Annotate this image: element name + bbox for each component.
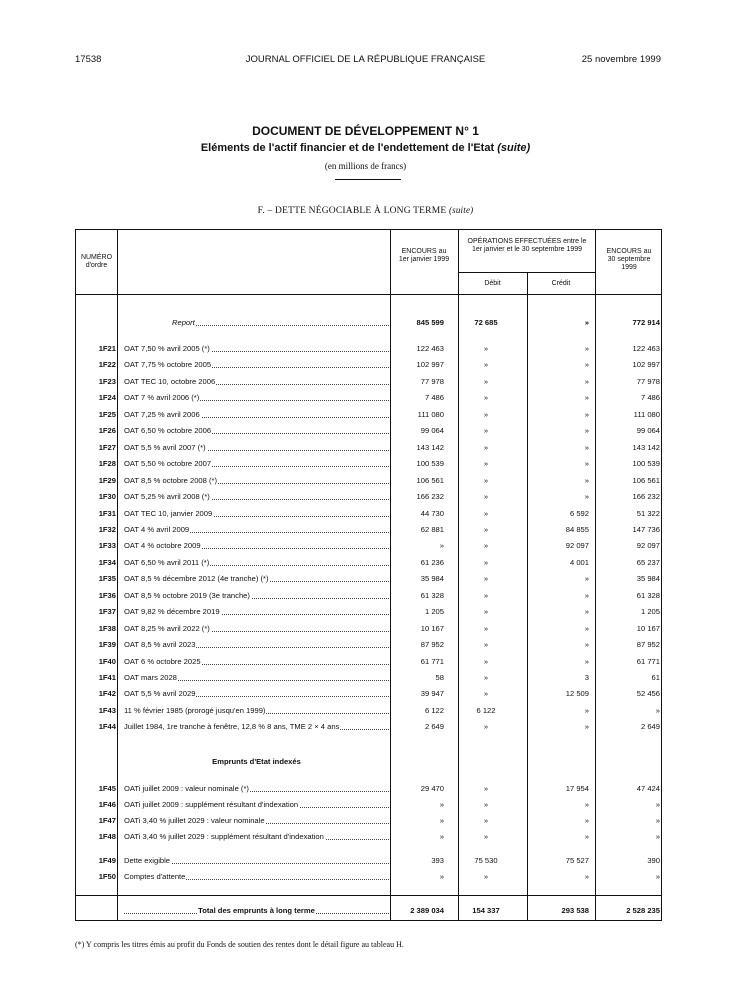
row-label <box>124 589 389 602</box>
cell-encours-fin: 147 736 <box>632 524 660 534</box>
row-code: 1F40 <box>98 656 116 666</box>
row-code: 1F38 <box>98 623 116 633</box>
row-label-text: OAT 9,82 % décembre 2019 <box>124 607 220 617</box>
row-label-text: OAT 5,5 % avril 2007 (*) <box>124 442 206 452</box>
cell-debit: » <box>483 393 489 403</box>
row-label-text: OAT 5,5 % avril 2029 <box>124 689 196 699</box>
section-heading <box>0 205 731 216</box>
table-row <box>76 375 663 388</box>
row-label <box>124 457 389 470</box>
row-code: 1F36 <box>98 590 116 600</box>
row-code: 1F23 <box>98 376 116 386</box>
row-label <box>124 622 389 635</box>
cell-credit: 84 855 <box>565 524 589 534</box>
cell-encours-fin: » <box>655 872 660 882</box>
header-debit: Débit <box>484 280 501 287</box>
row-code: 1F39 <box>98 640 116 650</box>
row-label <box>124 782 389 795</box>
row-code: 1F22 <box>98 360 116 370</box>
cell-encours-fin: » <box>655 832 660 842</box>
row-label-text: OAT 7 % avril 2006 (*) <box>124 393 200 403</box>
row-label <box>124 720 389 733</box>
total-row <box>76 904 663 917</box>
units-note: (en millions de francs) <box>324 161 407 171</box>
table-row <box>76 539 663 552</box>
cell-encours-fin: 77 978 <box>636 376 660 386</box>
row-label-text: OAT 8,25 % avril 2022 (*) <box>124 623 210 633</box>
cell-debit: » <box>483 360 489 370</box>
row-label-text: OAT 4 % avril 2009 <box>124 524 190 534</box>
cell-encours-fin: 1 205 <box>640 607 660 617</box>
row-label-text: OAT TEC 10, janvier 2009 <box>124 508 213 518</box>
cell-credit: » <box>584 360 589 370</box>
row-code: 1F24 <box>98 393 116 403</box>
cell-credit: » <box>584 623 589 633</box>
cell-encours-fin: 92 097 <box>636 541 660 551</box>
cell-debit: » <box>483 722 489 732</box>
row-code: 1F50 <box>98 872 116 882</box>
cell-debit: » <box>483 656 489 666</box>
cell-debit: » <box>483 557 489 567</box>
row-label <box>124 704 389 717</box>
title-divider <box>335 179 401 180</box>
row-label-text: Juillet 1984, 1re tranche à fenêtre, 12,8 % 8 ans, TME 2 × 4 ans <box>124 722 340 732</box>
cell-encours-fin: 106 561 <box>632 475 660 485</box>
row-label <box>124 854 389 867</box>
table-row <box>76 556 663 569</box>
row-label-text: 11 % février 1985 (prorogé jusqu'en 1999) <box>124 705 266 715</box>
report-row <box>76 316 663 329</box>
cell-debit: » <box>483 800 489 810</box>
row-label-text: OATi juillet 2009 : valeur nominale (*) <box>124 784 249 793</box>
cell-credit: » <box>584 492 589 502</box>
cell-encours-debut: 111 080 <box>417 409 444 419</box>
row-code: 1F29 <box>98 475 116 485</box>
row-code: 1F27 <box>98 442 116 452</box>
header-credit: Crédit <box>551 280 571 287</box>
row-label-text: OAT 7,75 % octobre 2005 <box>124 360 212 370</box>
cell-encours-debut: 100 539 <box>416 459 444 469</box>
cell-credit: » <box>584 722 589 732</box>
cell-encours-fin: 10 167 <box>636 623 660 633</box>
cell-encours-fin: 87 952 <box>636 640 660 650</box>
cell-debit: » <box>483 590 489 600</box>
row-code: 1F26 <box>98 426 116 436</box>
cell-encours-debut: 58 <box>435 673 444 682</box>
cell-encours-fin: 47 424 <box>636 784 660 793</box>
cell-debit: » <box>483 492 489 502</box>
cell-encours-fin: 166 232 <box>632 492 660 502</box>
table-row <box>76 424 663 437</box>
cell-encours-debut: 39 947 <box>420 689 444 699</box>
cell-credit: 4 001 <box>569 557 589 567</box>
cell-encours-debut: 35 984 <box>420 574 444 584</box>
cell-encours-fin: 122 463 <box>632 344 660 353</box>
table-row <box>76 391 663 404</box>
cell-encours-fin: 102 997 <box>632 360 660 370</box>
table-row <box>76 704 663 717</box>
row-label <box>124 441 389 454</box>
document-title: DOCUMENT DE DÉVELOPPEMENT N° 1 <box>252 124 479 138</box>
table-row <box>76 798 663 811</box>
cell-encours-debut: 2 649 <box>424 722 444 732</box>
row-code: 1F41 <box>98 673 116 682</box>
table-row <box>76 605 663 618</box>
cell-encours-debut: » <box>439 800 444 810</box>
section-suffix: (suite) <box>448 205 474 215</box>
row-label-text: OAT 8,5 % octobre 2008 (*) <box>124 475 218 485</box>
row-label-text: Comptes d'attente <box>124 872 186 882</box>
footnote: (*) Y compris les titres émis au profit du Fonds de soutien des rentes dont le détail figure au tableau H. <box>75 940 404 949</box>
cell-encours-fin: 61 328 <box>636 590 660 600</box>
row-label-text: OAT 8,5 % octobre 2019 (3e tranche) <box>124 590 250 600</box>
header-operations: OPÉRATIONS EFFECTUÉES entre le 1er janvier et le 30 septembre 1999 <box>467 238 587 253</box>
cell-debit: » <box>483 459 489 469</box>
header-divider <box>458 272 595 273</box>
row-label <box>124 605 389 618</box>
row-label <box>124 358 389 371</box>
header-encours-debut: ENCOURS au 1er janvier 1999 <box>398 248 450 263</box>
cell-encours-debut: 29 470 <box>420 784 444 793</box>
cell-encours-debut: 1 205 <box>424 607 444 617</box>
table-row <box>76 655 663 668</box>
row-code: 1F25 <box>98 409 116 419</box>
row-label <box>124 638 389 651</box>
cell-debit: » <box>483 524 489 534</box>
cell-encours-debut: 845 599 <box>416 318 444 327</box>
cell-encours-debut: » <box>439 872 444 882</box>
subtitle-main: Eléments de l'actif financier et de l'endettement de l'Etat <box>200 142 495 154</box>
cell-encours-debut: 166 232 <box>416 492 444 502</box>
row-label <box>124 655 389 668</box>
cell-debit: » <box>483 541 489 551</box>
row-code: 1F48 <box>98 832 116 842</box>
cell-credit: » <box>584 872 589 882</box>
cell-encours-debut: 61 771 <box>420 656 444 666</box>
cell-debit: » <box>483 607 489 617</box>
cell-credit: » <box>584 607 589 617</box>
cell-debit: » <box>483 508 489 518</box>
cell-debit: » <box>483 640 489 650</box>
row-code: 1F47 <box>98 816 116 826</box>
row-label-text: OAT 6,50 % avril 2011 (*) <box>124 557 210 567</box>
indexed-heading: Emprunts d'Etat indexés <box>212 757 301 766</box>
cell-encours-fin: 111 080 <box>633 409 660 419</box>
cell-encours-debut: » <box>439 816 444 826</box>
cell-debit: » <box>483 784 489 793</box>
cell-encours-fin: 143 142 <box>632 442 660 452</box>
row-label-text: OAT mars 2028 <box>124 673 177 682</box>
row-label <box>124 523 389 536</box>
row-label <box>124 814 389 827</box>
cell-encours-debut: 87 952 <box>420 640 444 650</box>
row-code: 1F45 <box>98 784 116 793</box>
publication-date: 25 novembre 1999 <box>581 54 661 65</box>
row-code: 1F49 <box>98 856 116 865</box>
row-code: 1F31 <box>98 508 116 518</box>
cell-credit: » <box>584 393 589 403</box>
table-row <box>76 870 663 883</box>
cell-credit: » <box>584 705 589 715</box>
row-label <box>124 408 389 421</box>
document-subtitle <box>0 142 731 154</box>
row-label <box>124 474 389 487</box>
row-label <box>124 316 389 329</box>
table-row <box>76 589 663 602</box>
row-label-text: OAT 5,50 % octobre 2007 <box>124 459 212 469</box>
cell-credit: » <box>584 442 589 452</box>
row-code: 1F42 <box>98 689 116 699</box>
table-row <box>76 507 663 520</box>
cell-credit: » <box>584 344 589 353</box>
row-code: 1F30 <box>98 492 116 502</box>
table-row <box>76 474 663 487</box>
cell-credit: » <box>584 318 589 327</box>
section-main: F. – DETTE NÉGOCIABLE À LONG TERME <box>257 206 447 216</box>
row-label-text: OAT 6,50 % octobre 2006 <box>124 426 212 436</box>
row-label-text: OATi juillet 2009 : supplément résultant d'indexation <box>124 800 299 810</box>
cell-credit: » <box>584 590 589 600</box>
cell-encours-debut: 61 328 <box>420 590 444 600</box>
cell-encours-fin: 65 237 <box>636 557 660 567</box>
cell-encours-fin: 61 <box>651 673 660 682</box>
row-code: 1F21 <box>98 344 116 353</box>
cell-credit: » <box>584 800 589 810</box>
cell-credit: » <box>584 475 589 485</box>
cell-debit: » <box>483 816 489 826</box>
cell-encours-debut: 122 463 <box>416 344 444 353</box>
cell-debit: » <box>483 426 489 436</box>
row-label <box>124 539 389 552</box>
cell-encours-debut: 6 122 <box>424 705 444 715</box>
row-label <box>124 375 389 388</box>
cell-credit: 3 <box>584 673 589 682</box>
row-label-text: OAT TEC 10, octobre 2006 <box>124 376 216 386</box>
cell-encours-debut: 393 <box>431 856 444 865</box>
row-code: 1F43 <box>98 705 116 715</box>
table-row <box>76 687 663 700</box>
row-label <box>124 687 389 700</box>
row-label-text: Total des emprunts à long terme <box>198 906 315 915</box>
row-label <box>124 391 389 404</box>
cell-encours-fin: » <box>655 816 660 826</box>
row-code: 1F44 <box>98 722 116 732</box>
cell-debit: » <box>483 574 489 584</box>
cell-encours-fin: 100 539 <box>632 459 660 469</box>
cell-encours-debut: » <box>439 832 444 842</box>
cell-encours-fin: 52 456 <box>636 689 660 699</box>
table-row <box>76 572 663 585</box>
cell-credit: » <box>584 640 589 650</box>
row-label-text: OAT 5,25 % avril 2008 (*) <box>124 492 210 502</box>
cell-encours-debut: 106 561 <box>416 475 444 485</box>
row-label <box>124 342 389 355</box>
cell-encours-fin: 390 <box>647 856 660 865</box>
cell-credit: » <box>584 426 589 436</box>
table-row <box>76 830 663 843</box>
subtitle-suffix: (suite) <box>497 142 531 154</box>
cell-credit: » <box>584 656 589 666</box>
cell-debit: » <box>483 376 489 386</box>
table-row <box>76 408 663 421</box>
cell-encours-fin: » <box>655 705 660 715</box>
table-row <box>76 782 663 795</box>
cell-encours-debut: 102 997 <box>416 360 444 370</box>
header-numero: NUMÉRO d'ordre <box>80 254 113 269</box>
table-row <box>76 457 663 470</box>
table-row <box>76 814 663 827</box>
row-label-text: OATi 3,40 % juillet 2029 : supplément résultant d'indexation <box>124 832 324 842</box>
cell-encours-debut: » <box>439 541 444 551</box>
row-label-text: OAT 4 % octobre 2009 <box>124 541 201 551</box>
row-label <box>124 798 389 811</box>
cell-encours-fin: 51 322 <box>636 508 660 518</box>
cell-credit: 12 509 <box>565 689 589 699</box>
cell-encours-debut: 2 389 034 <box>410 906 444 915</box>
cell-debit: » <box>483 442 489 452</box>
row-label <box>124 830 389 843</box>
row-label <box>124 507 389 520</box>
row-code: 1F35 <box>98 574 116 584</box>
cell-encours-debut: 61 236 <box>420 557 444 567</box>
cell-debit: 6 122 <box>476 705 496 715</box>
row-label <box>124 490 389 503</box>
cell-debit: » <box>483 409 489 419</box>
row-label-text: OATi 3,40 % juillet 2029 : valeur nominale <box>124 816 265 826</box>
table-row <box>76 490 663 503</box>
table-row <box>76 638 663 651</box>
cell-encours-fin: 99 064 <box>636 426 660 436</box>
table-row <box>76 622 663 635</box>
debt-table <box>75 229 662 921</box>
cell-encours-fin: 2 528 235 <box>626 906 660 915</box>
cell-encours-fin: » <box>655 800 660 810</box>
row-label-text: OAT 7,25 % avril 2006 <box>124 409 200 419</box>
cell-encours-debut: 10 167 <box>420 623 444 633</box>
cell-credit: 17 954 <box>565 784 589 793</box>
table-row <box>76 854 663 867</box>
row-label-text: OAT 7,50 % avril 2005 (*) <box>124 344 210 353</box>
page-number: 17538 <box>75 54 102 65</box>
table-row <box>76 523 663 536</box>
row-label-text: OAT 8,5 % décembre 2012 (4e tranche) (*) <box>124 574 269 584</box>
cell-debit: » <box>483 623 489 633</box>
cell-credit: » <box>584 816 589 826</box>
cell-encours-debut: 143 142 <box>416 442 444 452</box>
cell-debit: 75 530 <box>474 856 498 865</box>
row-label <box>124 424 389 437</box>
table-row <box>76 671 663 684</box>
cell-encours-debut: 62 881 <box>420 524 444 534</box>
header-encours-fin: ENCOURS au 30 septembre 1999 <box>606 248 652 271</box>
row-code: 1F34 <box>98 557 116 567</box>
row-label-text: OAT 8,5 % avril 2023 <box>124 640 196 650</box>
cell-debit: » <box>483 832 489 842</box>
row-code: 1F46 <box>98 800 116 810</box>
cell-credit: » <box>584 459 589 469</box>
cell-debit: » <box>483 673 489 682</box>
journal-name: JOURNAL OFFICIEL DE LA RÉPUBLIQUE FRANÇAISE <box>245 54 486 65</box>
row-code: 1F33 <box>98 541 116 551</box>
cell-encours-fin: 772 914 <box>632 318 660 327</box>
cell-credit: » <box>584 574 589 584</box>
table-row <box>76 358 663 371</box>
cell-debit: » <box>483 689 489 699</box>
row-label-text: Report <box>124 318 196 327</box>
total-rule <box>76 895 661 896</box>
cell-credit: 92 097 <box>565 541 589 551</box>
table-row <box>76 441 663 454</box>
header-bottom-rule <box>76 294 661 295</box>
table-row <box>76 720 663 733</box>
cell-debit: » <box>483 872 489 882</box>
cell-debit: » <box>483 344 489 353</box>
cell-debit: » <box>483 475 489 485</box>
row-label <box>124 870 389 883</box>
cell-debit: 154 337 <box>472 906 500 915</box>
cell-credit: 293 538 <box>561 906 589 915</box>
cell-encours-fin: 7 486 <box>640 393 660 403</box>
cell-encours-debut: 99 064 <box>420 426 444 436</box>
cell-credit: » <box>584 832 589 842</box>
cell-encours-fin: 35 984 <box>636 574 660 584</box>
cell-encours-debut: 44 730 <box>420 508 444 518</box>
row-code: 1F28 <box>98 459 116 469</box>
row-code: 1F37 <box>98 607 116 617</box>
row-label <box>124 572 389 585</box>
cell-credit: » <box>584 376 589 386</box>
table-row <box>76 342 663 355</box>
cell-encours-fin: 2 649 <box>640 722 660 732</box>
cell-credit: 6 592 <box>569 508 589 518</box>
row-label-text: OAT 6 % octobre 2025 <box>124 656 201 666</box>
cell-encours-fin: 61 771 <box>636 656 660 666</box>
cell-credit: » <box>584 409 589 419</box>
cell-credit: 75 527 <box>565 856 589 865</box>
row-label <box>124 904 389 917</box>
cell-debit: 72 685 <box>474 318 498 327</box>
row-label-text: Dette exigible <box>124 856 171 865</box>
row-label <box>124 671 389 684</box>
cell-encours-debut: 7 486 <box>424 393 444 403</box>
row-label <box>124 556 389 569</box>
row-code: 1F32 <box>98 524 116 534</box>
cell-encours-debut: 77 978 <box>420 376 444 386</box>
